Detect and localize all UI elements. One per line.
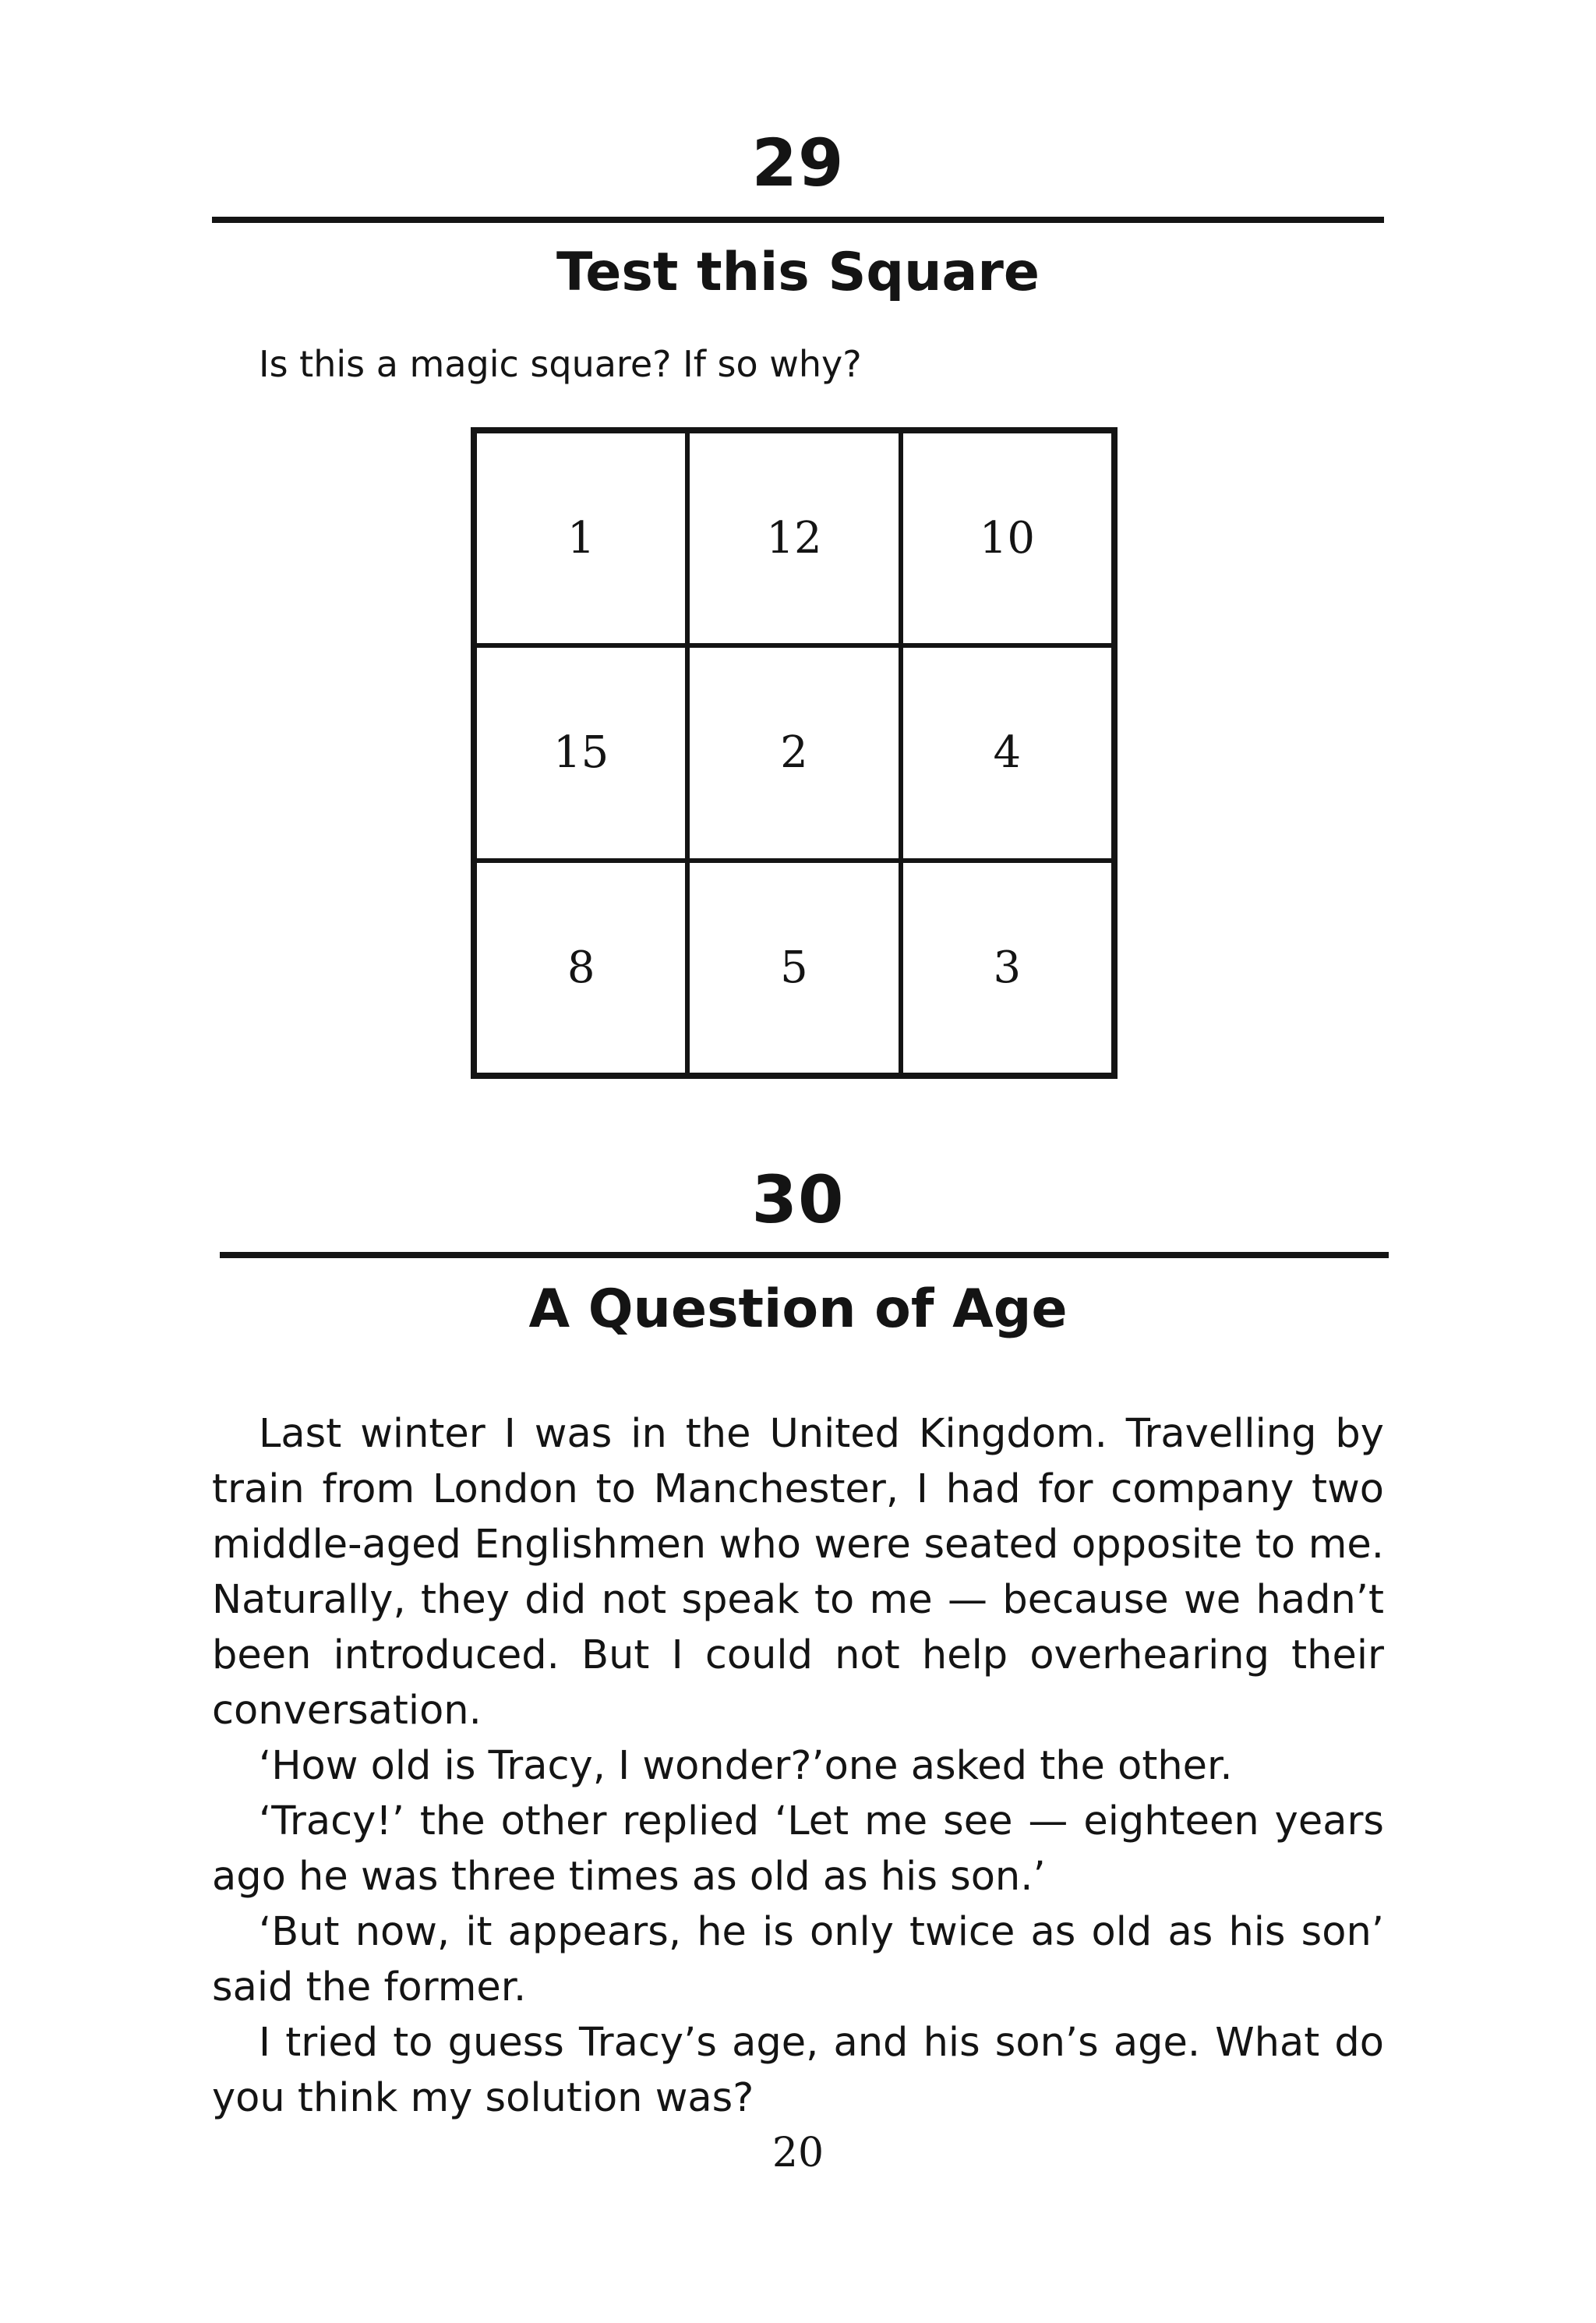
- puzzle-29-number: 29: [751, 125, 845, 201]
- puzzle-30-story: [212, 1406, 1384, 2126]
- puzzle-29-rule: [212, 217, 1384, 223]
- grid-cell: 3: [901, 861, 1114, 1075]
- puzzle-30-title: A Question of Age: [528, 1278, 1068, 1340]
- story-paragraph: Last winter I was in the United Kingdom. Travelling by train from London to Manchester, I had for company two middle-aged Englishmen who were seated opposite to me. Naturally, they did not speak to me — because we hadn’t been introduced. But I could not help overhearing their conversation.: [212, 1411, 1384, 1734]
- story-paragraph: I tried to guess Tracy’s age, and his son’s age. What do you think my solution was?: [212, 2020, 1384, 2121]
- grid-cell: 12: [687, 431, 900, 645]
- grid-cell: 2: [687, 645, 900, 860]
- puzzle-29-question: Is this a magic square? If so why?: [259, 343, 862, 385]
- story-paragraph: ‘How old is Tracy, I wonder?’one asked the other.: [259, 1743, 1233, 1789]
- story-paragraph: ‘But now, it appears, he is only twice as old as his son’ said the former.: [212, 1909, 1384, 2010]
- grid-cell: 10: [901, 431, 1114, 645]
- grid-cell: 8: [475, 861, 687, 1075]
- grid-cell: 5: [687, 861, 900, 1075]
- page-number: 20: [772, 2130, 824, 2176]
- puzzle-29-title: Test this Square: [556, 242, 1040, 303]
- grid-cell: 4: [901, 645, 1114, 860]
- grid-cell: 15: [475, 645, 687, 860]
- puzzle-30-number: 30: [751, 1162, 845, 1238]
- magic-square-grid: [471, 427, 1118, 1079]
- puzzle-30-rule: [220, 1252, 1389, 1258]
- grid-cell: 1: [475, 431, 687, 645]
- story-paragraph: ‘Tracy!’ the other replied ‘Let me see — eighteen years ago he was three times as old as his son.’: [212, 1798, 1384, 1900]
